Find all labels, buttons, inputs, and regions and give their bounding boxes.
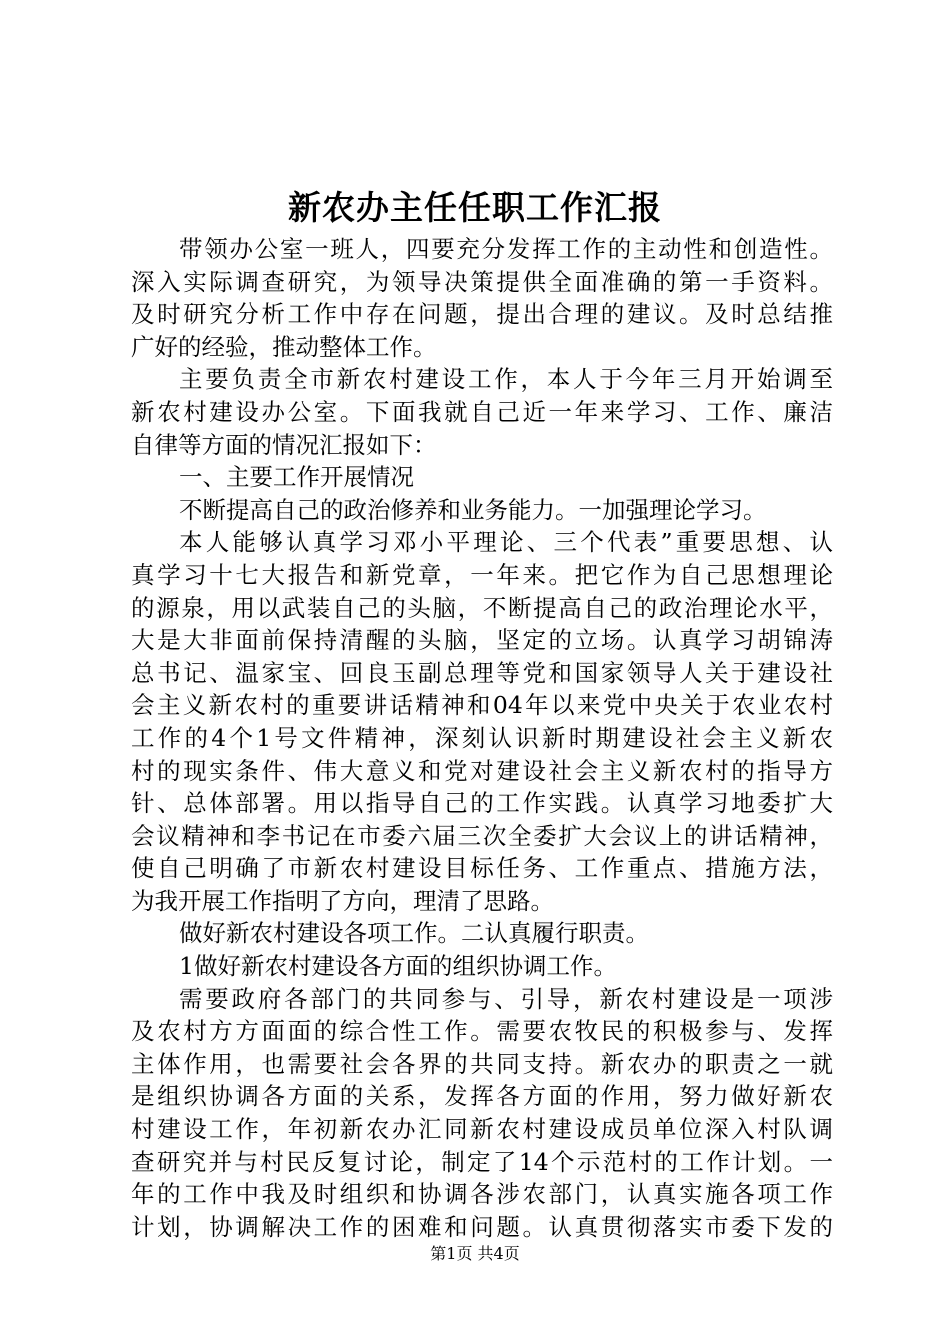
paragraph-line: 做好新农村建设各项工作。二认真履行职责。 xyxy=(179,919,649,948)
paragraph-line: 带领办公室一班人，四要充分发挥工作的主动性和创造性。 xyxy=(179,235,833,263)
paragraph-line: 年的工作中我及时组织和协调各涉农部门，认真实施各项工作 xyxy=(131,1180,833,1209)
paragraph-line: 总书记、温家宝、回良玉副总理等党和国家领导人关于建设社 xyxy=(131,658,833,687)
paragraph-line: 是组织协调各方面的关系，发挥各方面的作用，努力做好新农 xyxy=(131,1082,833,1111)
paragraph-line: 村的现实条件、伟大意义和党对建设社会主义新农村的指导方 xyxy=(131,756,833,785)
paragraph-line: 计划，协调解决工作的困难和问题。认真贯彻落实市委下发的 xyxy=(131,1212,833,1241)
paragraph-line: 会主义新农村的重要讲话精神和04年以来党中央关于农业农村 xyxy=(131,691,833,720)
paragraph-line: 大是大非面前保持清醒的头脑，坚定的立场。认真学习胡锦涛 xyxy=(131,626,833,655)
paragraph-line: 使自己明确了市新农村建设目标任务、工作重点、措施方法， xyxy=(131,854,833,883)
paragraph-line: 主要负责全市新农村建设工作，本人于今年三月开始调至 xyxy=(179,365,833,394)
paragraph-line: 及时研究分析工作中存在问题，提出合理的建议。及时总结推 xyxy=(131,300,833,329)
paragraph-line: 广好的经验，推动整体工作。 xyxy=(131,332,437,361)
paragraph-line: 1做好新农村建设各方面的组织协调工作。 xyxy=(179,952,617,981)
paragraph-line: 真学习十七大报告和新党章，一年来。把它作为自己思想理论 xyxy=(131,560,833,589)
paragraph-line: 会议精神和李书记在市委六届三次全委扩大会议上的讲话精神， xyxy=(131,821,833,850)
paragraph-line: 工作的4个1号文件精神，深刻认识新时期建设社会主义新农 xyxy=(131,723,833,752)
paragraph-line: 及农村方方面面的综合性工作。需要农牧民的积极参与、发挥 xyxy=(131,1017,833,1046)
paragraph-line: 村建设工作，年初新农办汇同新农村建设成员单位深入村队调 xyxy=(131,1115,833,1144)
paragraph-line: 自律等方面的情况汇报如下： xyxy=(131,430,437,459)
paragraph-line: 主体作用，也需要社会各界的共同支持。新农办的职责之一就 xyxy=(131,1049,833,1078)
paragraph-line: 针、总体部署。用以指导自己的工作实践。认真学习地委扩大 xyxy=(131,789,833,818)
paragraph-line: 深入实际调查研究，为领导决策提供全面准确的第一手资料。 xyxy=(131,267,833,296)
paragraph-line: 本人能够认真学习邓小平理论、三个代表”重要思想、认 xyxy=(179,528,833,557)
paragraph-line: 不断提高自己的政治修养和业务能力。一加强理论学习。 xyxy=(179,495,767,524)
paragraph-line: 的源泉，用以武装自己的头脑，不断提高自己的政治理论水平， xyxy=(131,593,833,622)
page-number-footer: 第1页 共4页 xyxy=(430,1244,520,1263)
paragraph-line: 为我开展工作指明了方向，理清了思路。 xyxy=(131,886,554,915)
paragraph-line: 新农村建设办公室。下面我就自己近一年来学习、工作、廉洁 xyxy=(131,397,833,426)
paragraph-line: 查研究并与村民反复讨论，制定了14个示范村的工作计划。一 xyxy=(131,1147,833,1176)
paragraph-line: 需要政府各部门的共同参与、引导，新农村建设是一项涉 xyxy=(179,984,833,1013)
document-title: 新农办主任任职工作汇报 xyxy=(288,188,662,227)
section-heading: 一、主要工作开展情况 xyxy=(179,463,414,492)
document-body xyxy=(131,233,833,1243)
